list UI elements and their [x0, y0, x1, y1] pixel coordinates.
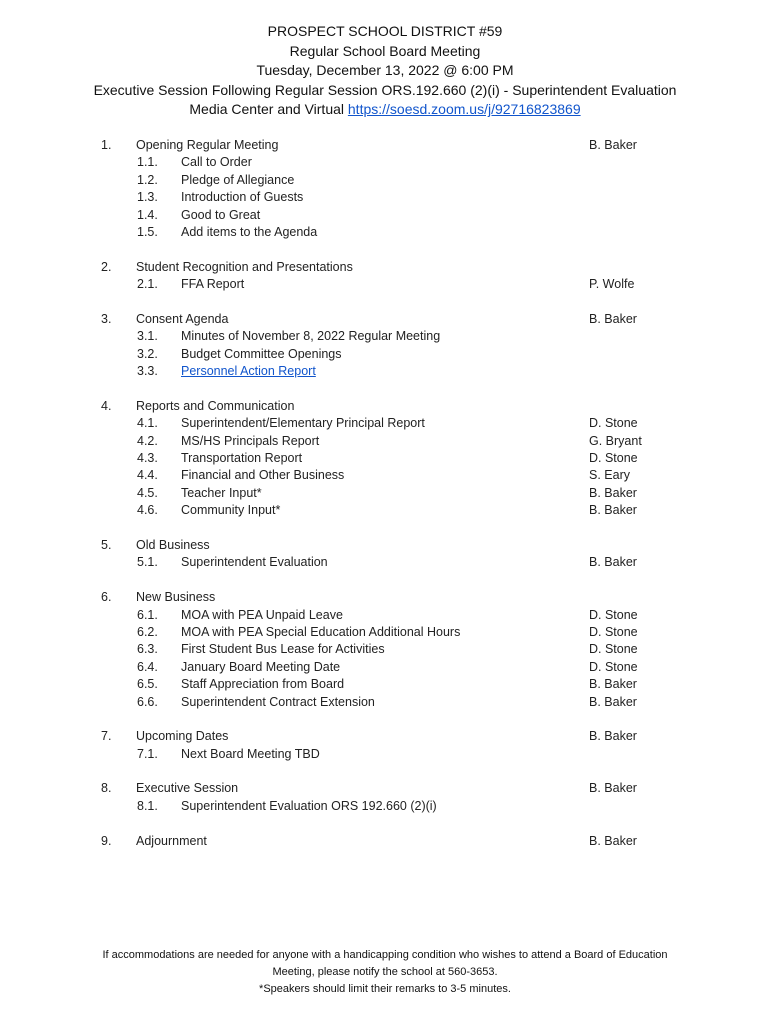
- accommodation-note-line2: Meeting, please notify the school at 560-3653.: [272, 966, 498, 978]
- agenda-subitem-presenter: D. Stone: [589, 642, 638, 657]
- agenda-subitem-row: [0, 485, 770, 502]
- agenda-subitem-row: [0, 624, 770, 641]
- agenda-subitem-number: 4.3.: [137, 451, 158, 466]
- agenda-subitem-row: [0, 554, 770, 571]
- agenda-subitem-title: Staff Appreciation from Board: [181, 677, 345, 692]
- agenda-subitem-presenter: D. Stone: [589, 624, 638, 639]
- agenda-subitem-row: [0, 415, 770, 432]
- agenda-subitem-presenter: B. Baker: [589, 677, 637, 692]
- agenda-subitem-title: First Student Bus Lease for Activities: [181, 642, 385, 657]
- agenda-subitem-row: [0, 172, 770, 189]
- agenda-item-row: [0, 311, 770, 328]
- agenda-subitem-row: [0, 224, 770, 241]
- agenda-subitem-title: Superintendent Evaluation ORS 192.660 (2)(i): [181, 798, 437, 813]
- agenda-subitem-presenter: B. Baker: [589, 694, 637, 709]
- agenda-subitem-presenter: D. Stone: [589, 451, 638, 466]
- agenda-section: [0, 589, 770, 711]
- agenda-subitem-link[interactable]: Personnel Action Report: [181, 364, 316, 379]
- agenda-item-number: 9.: [101, 833, 112, 848]
- accommodation-note-line1: If accommodations are needed for anyone with a handicapping condition who wishes to attend a Board of Education: [102, 949, 668, 961]
- agenda-item-row: [0, 833, 770, 850]
- zoom-link[interactable]: https://soesd.zoom.us/j/92716823869: [347, 101, 581, 118]
- agenda-item-number: 2.: [101, 259, 112, 274]
- agenda-item-title: New Business: [136, 590, 216, 605]
- agenda-subitem-number: 3.1.: [137, 329, 158, 344]
- agenda-item-number: 8.: [101, 781, 112, 796]
- agenda-subitem-presenter: B. Baker: [589, 555, 637, 570]
- meeting-location: [0, 100, 770, 120]
- district-name: PROSPECT SCHOOL DISTRICT #59: [267, 23, 503, 39]
- meeting-type: Regular School Board Meeting: [289, 42, 481, 59]
- agenda-subitem-number: 6.3.: [137, 642, 158, 657]
- agenda-subitem-number: 5.1.: [137, 555, 158, 570]
- agenda-subitem-number: 4.6.: [137, 503, 158, 518]
- agenda-subitem-title: Call to Order: [181, 155, 252, 170]
- agenda-subitem-title: MOA with PEA Special Education Additional Hours: [181, 624, 461, 639]
- agenda-subitem-title: MOA with PEA Unpaid Leave: [181, 607, 343, 622]
- document-header: [0, 22, 770, 120]
- agenda-item-title: Opening Regular Meeting: [136, 138, 279, 152]
- agenda-item-presenter: B. Baker: [589, 729, 637, 744]
- agenda-section: [0, 259, 770, 294]
- agenda-subitem-title: MS/HS Principals Report: [181, 433, 320, 448]
- agenda-item-title: Adjournment: [136, 833, 207, 848]
- agenda-list: [0, 137, 770, 867]
- agenda-subitem-title: FFA Report: [181, 277, 245, 292]
- agenda-subitem-number: 2.1.: [137, 277, 158, 292]
- agenda-subitem-row: [0, 641, 770, 658]
- agenda-subitem-title: Superintendent/Elementary Principal Report: [181, 416, 425, 431]
- agenda-subitem-row: [0, 659, 770, 676]
- agenda-subitem-presenter: D. Stone: [589, 607, 638, 622]
- agenda-subitem-presenter: S. Eary: [589, 468, 630, 483]
- agenda-item-title: Consent Agenda: [136, 311, 229, 326]
- agenda-item-title: Executive Session: [136, 781, 239, 796]
- agenda-section: [0, 833, 770, 850]
- agenda-subitem-number: 4.1.: [137, 416, 158, 431]
- agenda-item-presenter: B. Baker: [589, 781, 637, 796]
- agenda-section: [0, 728, 770, 763]
- executive-session-note: Executive Session Following Regular Session ORS.192.660 (2)(i) - Superintendent Evaluation: [93, 81, 677, 98]
- agenda-item-row: [0, 589, 770, 606]
- agenda-subitem-number: 4.4.: [137, 468, 158, 483]
- agenda-section: [0, 780, 770, 815]
- agenda-subitem-title: Transportation Report: [181, 451, 303, 466]
- agenda-subitem-row: [0, 189, 770, 206]
- agenda-item-row: [0, 398, 770, 415]
- agenda-subitem-number: 3.3.: [137, 364, 158, 379]
- agenda-subitem-number: 6.4.: [137, 659, 158, 674]
- agenda-subitem-number: 4.2.: [137, 433, 158, 448]
- agenda-subitem-row: [0, 502, 770, 519]
- agenda-subitem-presenter: P. Wolfe: [589, 277, 635, 292]
- agenda-subitem-presenter: B. Baker: [589, 485, 637, 500]
- agenda-subitem-number: 1.4.: [137, 207, 158, 222]
- location-text: Media Center and Virtual: [189, 101, 348, 118]
- agenda-subitem-row: [0, 363, 770, 380]
- agenda-item-number: 6.: [101, 590, 112, 605]
- agenda-subitem-row: [0, 607, 770, 624]
- agenda-subitem-number: 1.2.: [137, 172, 158, 187]
- agenda-subitem-row: [0, 346, 770, 363]
- agenda-subitem-number: 6.5.: [137, 677, 158, 692]
- agenda-item-row: [0, 728, 770, 745]
- agenda-item-row: [0, 259, 770, 276]
- agenda-subitem-title: Good to Great: [181, 207, 261, 222]
- agenda-item-row: [0, 780, 770, 797]
- agenda-subitem-presenter: B. Baker: [589, 503, 637, 518]
- agenda-item-title: Old Business: [136, 537, 210, 552]
- agenda-subitem-row: [0, 694, 770, 711]
- agenda-item-presenter: B. Baker: [589, 311, 637, 326]
- agenda-item-presenter: B. Baker: [589, 833, 637, 848]
- agenda-item-number: 7.: [101, 729, 112, 744]
- agenda-item-number: 3.: [101, 311, 112, 326]
- agenda-subitem-number: 6.6.: [137, 694, 158, 709]
- agenda-subitem-number: 1.5.: [137, 224, 158, 239]
- agenda-item-presenter: B. Baker: [589, 138, 637, 152]
- agenda-item-row: [0, 137, 770, 154]
- agenda-subitem-number: 6.1.: [137, 607, 158, 622]
- agenda-subitem-presenter: D. Stone: [589, 416, 638, 431]
- agenda-subitem-title: Budget Committee Openings: [181, 346, 342, 361]
- agenda-subitem-number: 7.1.: [137, 746, 158, 761]
- agenda-subitem-number: 6.2.: [137, 624, 158, 639]
- agenda-subitem-number: 4.5.: [137, 485, 158, 500]
- agenda-section: [0, 137, 770, 241]
- agenda-item-number: 5.: [101, 537, 112, 552]
- agenda-subitem-title: Introduction of Guests: [181, 190, 304, 205]
- agenda-subitem-row: [0, 450, 770, 467]
- agenda-item-row: [0, 537, 770, 554]
- agenda-subitem-presenter: G. Bryant: [589, 433, 642, 448]
- agenda-subitem-row: [0, 276, 770, 293]
- agenda-subitem-number: 1.3.: [137, 190, 158, 205]
- agenda-subitem-number: 8.1.: [137, 798, 158, 813]
- document-footer: [0, 947, 770, 998]
- agenda-subitem-title: Teacher Input*: [181, 485, 262, 500]
- agenda-item-number: 4.: [101, 398, 112, 413]
- speakers-note: *Speakers should limit their remarks to 3-5 minutes.: [259, 983, 511, 995]
- agenda-item-title: Reports and Communication: [136, 398, 295, 413]
- meeting-date: Tuesday, December 13, 2022 @ 6:00 PM: [256, 62, 514, 79]
- agenda-item-number: 1.: [101, 138, 112, 152]
- agenda-subitem-row: [0, 746, 770, 763]
- agenda-subitem-row: [0, 154, 770, 171]
- agenda-subitem-title: Financial and Other Business: [181, 468, 345, 483]
- agenda-subitem-title: January Board Meeting Date: [181, 659, 341, 674]
- agenda-subitem-number: 3.2.: [137, 346, 158, 361]
- agenda-subitem-row: [0, 433, 770, 450]
- agenda-section: [0, 398, 770, 520]
- agenda-subitem-row: [0, 467, 770, 484]
- agenda-subitem-title: Pledge of Allegiance: [181, 172, 295, 187]
- agenda-subitem-title: Add items to the Agenda: [181, 224, 318, 239]
- agenda-subitem-title: Next Board Meeting TBD: [181, 746, 320, 761]
- agenda-subitem-row: [0, 676, 770, 693]
- agenda-subitem-row: [0, 328, 770, 345]
- agenda-subitem-number: 1.1.: [137, 155, 158, 170]
- agenda-section: [0, 537, 770, 572]
- agenda-subitem-title: Superintendent Contract Extension: [181, 694, 375, 709]
- agenda-subitem-row: [0, 207, 770, 224]
- agenda-subitem-presenter: D. Stone: [589, 659, 638, 674]
- agenda-section: [0, 311, 770, 381]
- agenda-subitem-title: Minutes of November 8, 2022 Regular Meeting: [181, 329, 441, 344]
- agenda-subitem-title: Community Input*: [181, 503, 281, 518]
- agenda-item-title: Upcoming Dates: [136, 729, 229, 744]
- agenda-item-title: Student Recognition and Presentations: [136, 259, 353, 274]
- agenda-subitem-row: [0, 798, 770, 815]
- agenda-subitem-title: Superintendent Evaluation: [181, 555, 328, 570]
